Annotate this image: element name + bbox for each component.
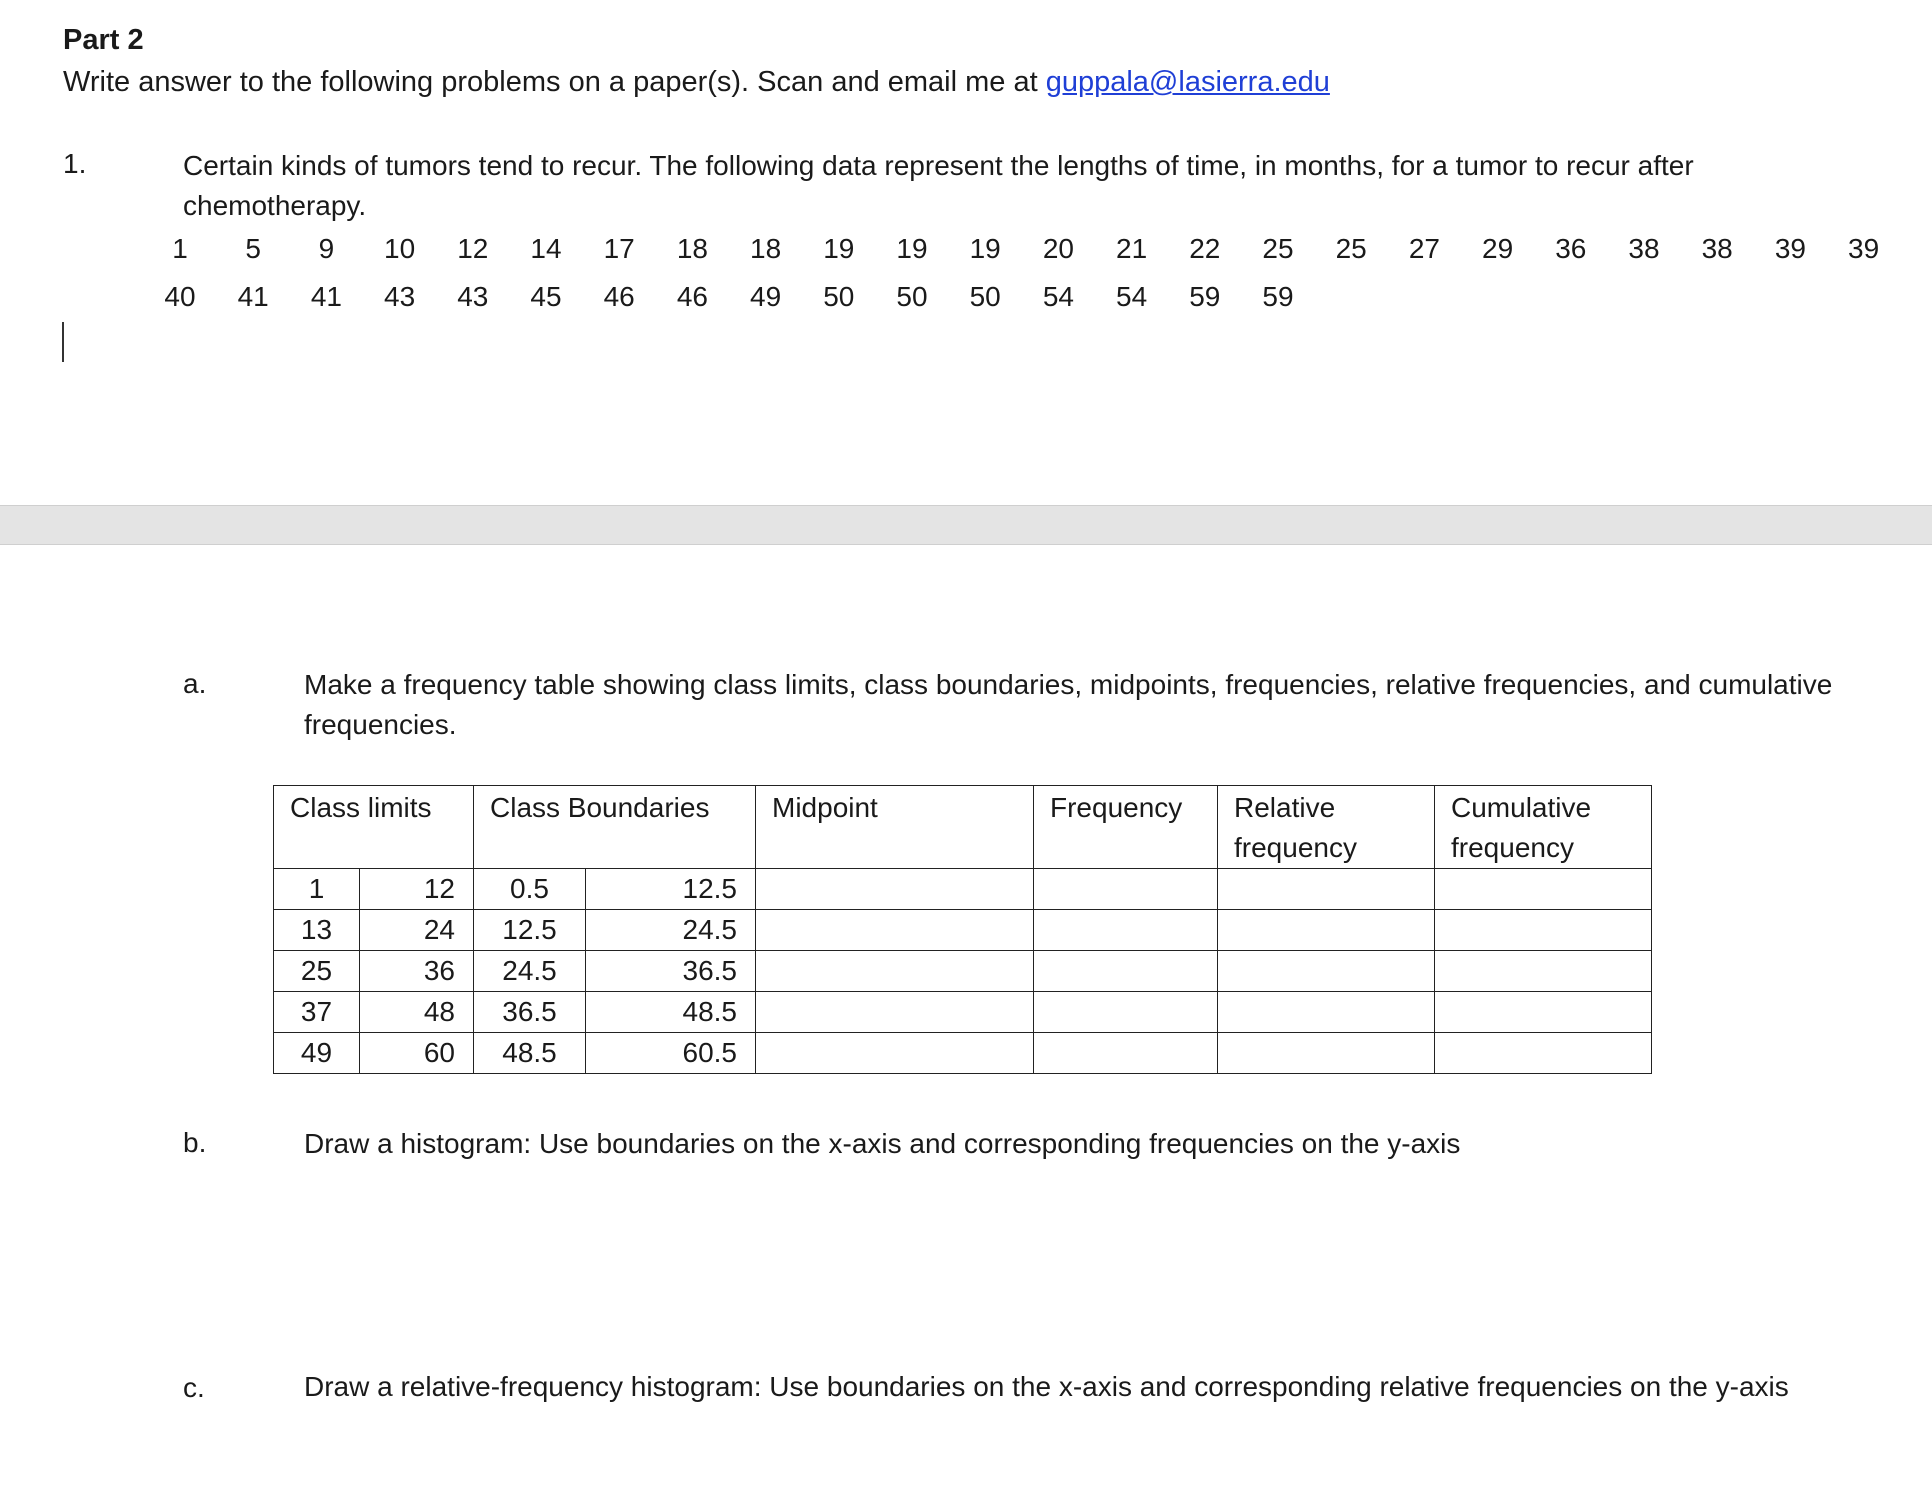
data-value: 19 [823, 233, 855, 264]
part-c-text: Draw a relative-frequency histogram: Use boundaries on the x-axis and corresponding relative frequencies on the y-axis [304, 1371, 1789, 1402]
data-value: 38 [1628, 233, 1660, 264]
header-midpoint: Midpoint [756, 786, 1034, 869]
frequency-cell[interactable] [1034, 910, 1218, 951]
part-c-label: c. [183, 1372, 205, 1403]
class-lower-boundary: 12.5 [474, 910, 586, 951]
part-b-text: Draw a histogram: Use boundaries on the x-axis and corresponding frequencies on the y-axis [304, 1128, 1461, 1159]
relative-frequency-cell[interactable] [1218, 1033, 1435, 1074]
part-a-text: Make a frequency table showing class limits, class boundaries, midpoints, frequencies, relative frequencies, and cumulative frequencies. [304, 669, 1833, 740]
text-cursor [62, 322, 64, 362]
part-b-label: b. [183, 1127, 207, 1158]
header-relative-frequency: Relative frequency [1218, 786, 1435, 869]
relative-frequency-cell[interactable] [1218, 869, 1435, 910]
data-value: 39 [1774, 233, 1806, 264]
header-class-limits: Class limits [274, 786, 474, 869]
table-row [274, 992, 1652, 1033]
relative-frequency-cell[interactable] [1218, 992, 1435, 1033]
data-value: 45 [530, 281, 562, 312]
table-row [274, 1033, 1652, 1074]
data-value: 46 [676, 281, 708, 312]
data-value: 50 [896, 281, 928, 312]
email-link[interactable]: guppala@lasierra.edu [1045, 66, 1330, 98]
data-value: 36 [1555, 233, 1587, 264]
class-upper-limit: 48 [360, 992, 474, 1033]
class-lower-boundary: 48.5 [474, 1033, 586, 1074]
part-title: Part 2 [63, 24, 144, 56]
class-upper-boundary: 36.5 [586, 951, 756, 992]
frequency-cell[interactable] [1034, 951, 1218, 992]
intro-text: Write answer to the following problems on a paper(s). Scan and email me at [63, 66, 1046, 98]
data-value: 50 [823, 281, 855, 312]
data-value: 25 [1335, 233, 1367, 264]
data-value: 22 [1189, 233, 1221, 264]
data-value: 18 [676, 233, 708, 264]
cumulative-frequency-cell[interactable] [1435, 910, 1652, 951]
data-value: 46 [603, 281, 635, 312]
midpoint-cell[interactable] [756, 992, 1034, 1033]
data-value: 41 [310, 281, 342, 312]
midpoint-cell[interactable] [756, 951, 1034, 992]
table-row [274, 951, 1652, 992]
data-value: 49 [750, 281, 782, 312]
class-upper-limit: 60 [360, 1033, 474, 1074]
data-value: 54 [1116, 281, 1148, 312]
cumulative-frequency-cell[interactable] [1435, 869, 1652, 910]
header-frequency: Frequency [1034, 786, 1218, 869]
data-value: 19 [969, 233, 1001, 264]
data-value: 14 [530, 233, 562, 264]
data-value: 40 [164, 281, 196, 312]
data-value: 21 [1116, 233, 1148, 264]
table-row [274, 910, 1652, 951]
data-value: 25 [1262, 233, 1294, 264]
class-upper-limit: 24 [360, 910, 474, 951]
class-upper-boundary: 48.5 [586, 992, 756, 1033]
data-value: 18 [750, 233, 782, 264]
data-value: 50 [969, 281, 1001, 312]
class-lower-limit: 25 [274, 951, 360, 992]
class-lower-limit: 1 [274, 869, 360, 910]
cumulative-frequency-cell[interactable] [1435, 1033, 1652, 1074]
midpoint-cell[interactable] [756, 1033, 1034, 1074]
class-lower-boundary: 36.5 [474, 992, 586, 1033]
class-upper-limit: 12 [360, 869, 474, 910]
data-value: 54 [1042, 281, 1074, 312]
data-value: 39 [1848, 233, 1880, 264]
data-value: 41 [237, 281, 269, 312]
frequency-cell[interactable] [1034, 869, 1218, 910]
class-lower-limit: 13 [274, 910, 360, 951]
data-value: 59 [1262, 281, 1294, 312]
header-cumulative-frequency: Cumulative frequency [1435, 786, 1652, 869]
data-value: 17 [603, 233, 635, 264]
data-value: 5 [245, 233, 261, 264]
midpoint-cell[interactable] [756, 869, 1034, 910]
problem-text: Certain kinds of tumors tend to recur. The following data represent the lengths of time, in months, for a tumor to recur after chemotherapy. [183, 150, 1694, 221]
relative-frequency-cell[interactable] [1218, 910, 1435, 951]
midpoint-cell[interactable] [756, 910, 1034, 951]
frequency-cell[interactable] [1034, 992, 1218, 1033]
data-value: 19 [896, 233, 928, 264]
data-value: 59 [1189, 281, 1221, 312]
page-break [0, 505, 1932, 545]
frequency-table [273, 785, 1652, 1074]
part-a-label: a. [183, 668, 207, 699]
class-upper-boundary: 24.5 [586, 910, 756, 951]
class-lower-boundary: 24.5 [474, 951, 586, 992]
class-lower-limit: 49 [274, 1033, 360, 1074]
cumulative-frequency-cell[interactable] [1435, 992, 1652, 1033]
class-upper-boundary: 60.5 [586, 1033, 756, 1074]
header-class-boundaries: Class Boundaries [474, 786, 756, 869]
data-value: 27 [1408, 233, 1440, 264]
data-value: 1 [172, 233, 188, 264]
class-upper-boundary: 12.5 [586, 869, 756, 910]
data-value: 43 [457, 281, 489, 312]
intro-line [63, 66, 1330, 99]
data-value: 29 [1482, 233, 1514, 264]
cumulative-frequency-cell[interactable] [1435, 951, 1652, 992]
problem-number: 1. [63, 148, 87, 179]
frequency-cell[interactable] [1034, 1033, 1218, 1074]
table-row [274, 869, 1652, 910]
class-upper-limit: 36 [360, 951, 474, 992]
class-lower-boundary: 0.5 [474, 869, 586, 910]
data-value: 43 [384, 281, 416, 312]
class-lower-limit: 37 [274, 992, 360, 1033]
relative-frequency-cell[interactable] [1218, 951, 1435, 992]
data-value: 38 [1701, 233, 1733, 264]
data-value: 9 [318, 233, 335, 264]
data-value: 20 [1042, 233, 1074, 264]
data-value: 12 [457, 233, 489, 264]
data-value: 10 [384, 233, 416, 264]
